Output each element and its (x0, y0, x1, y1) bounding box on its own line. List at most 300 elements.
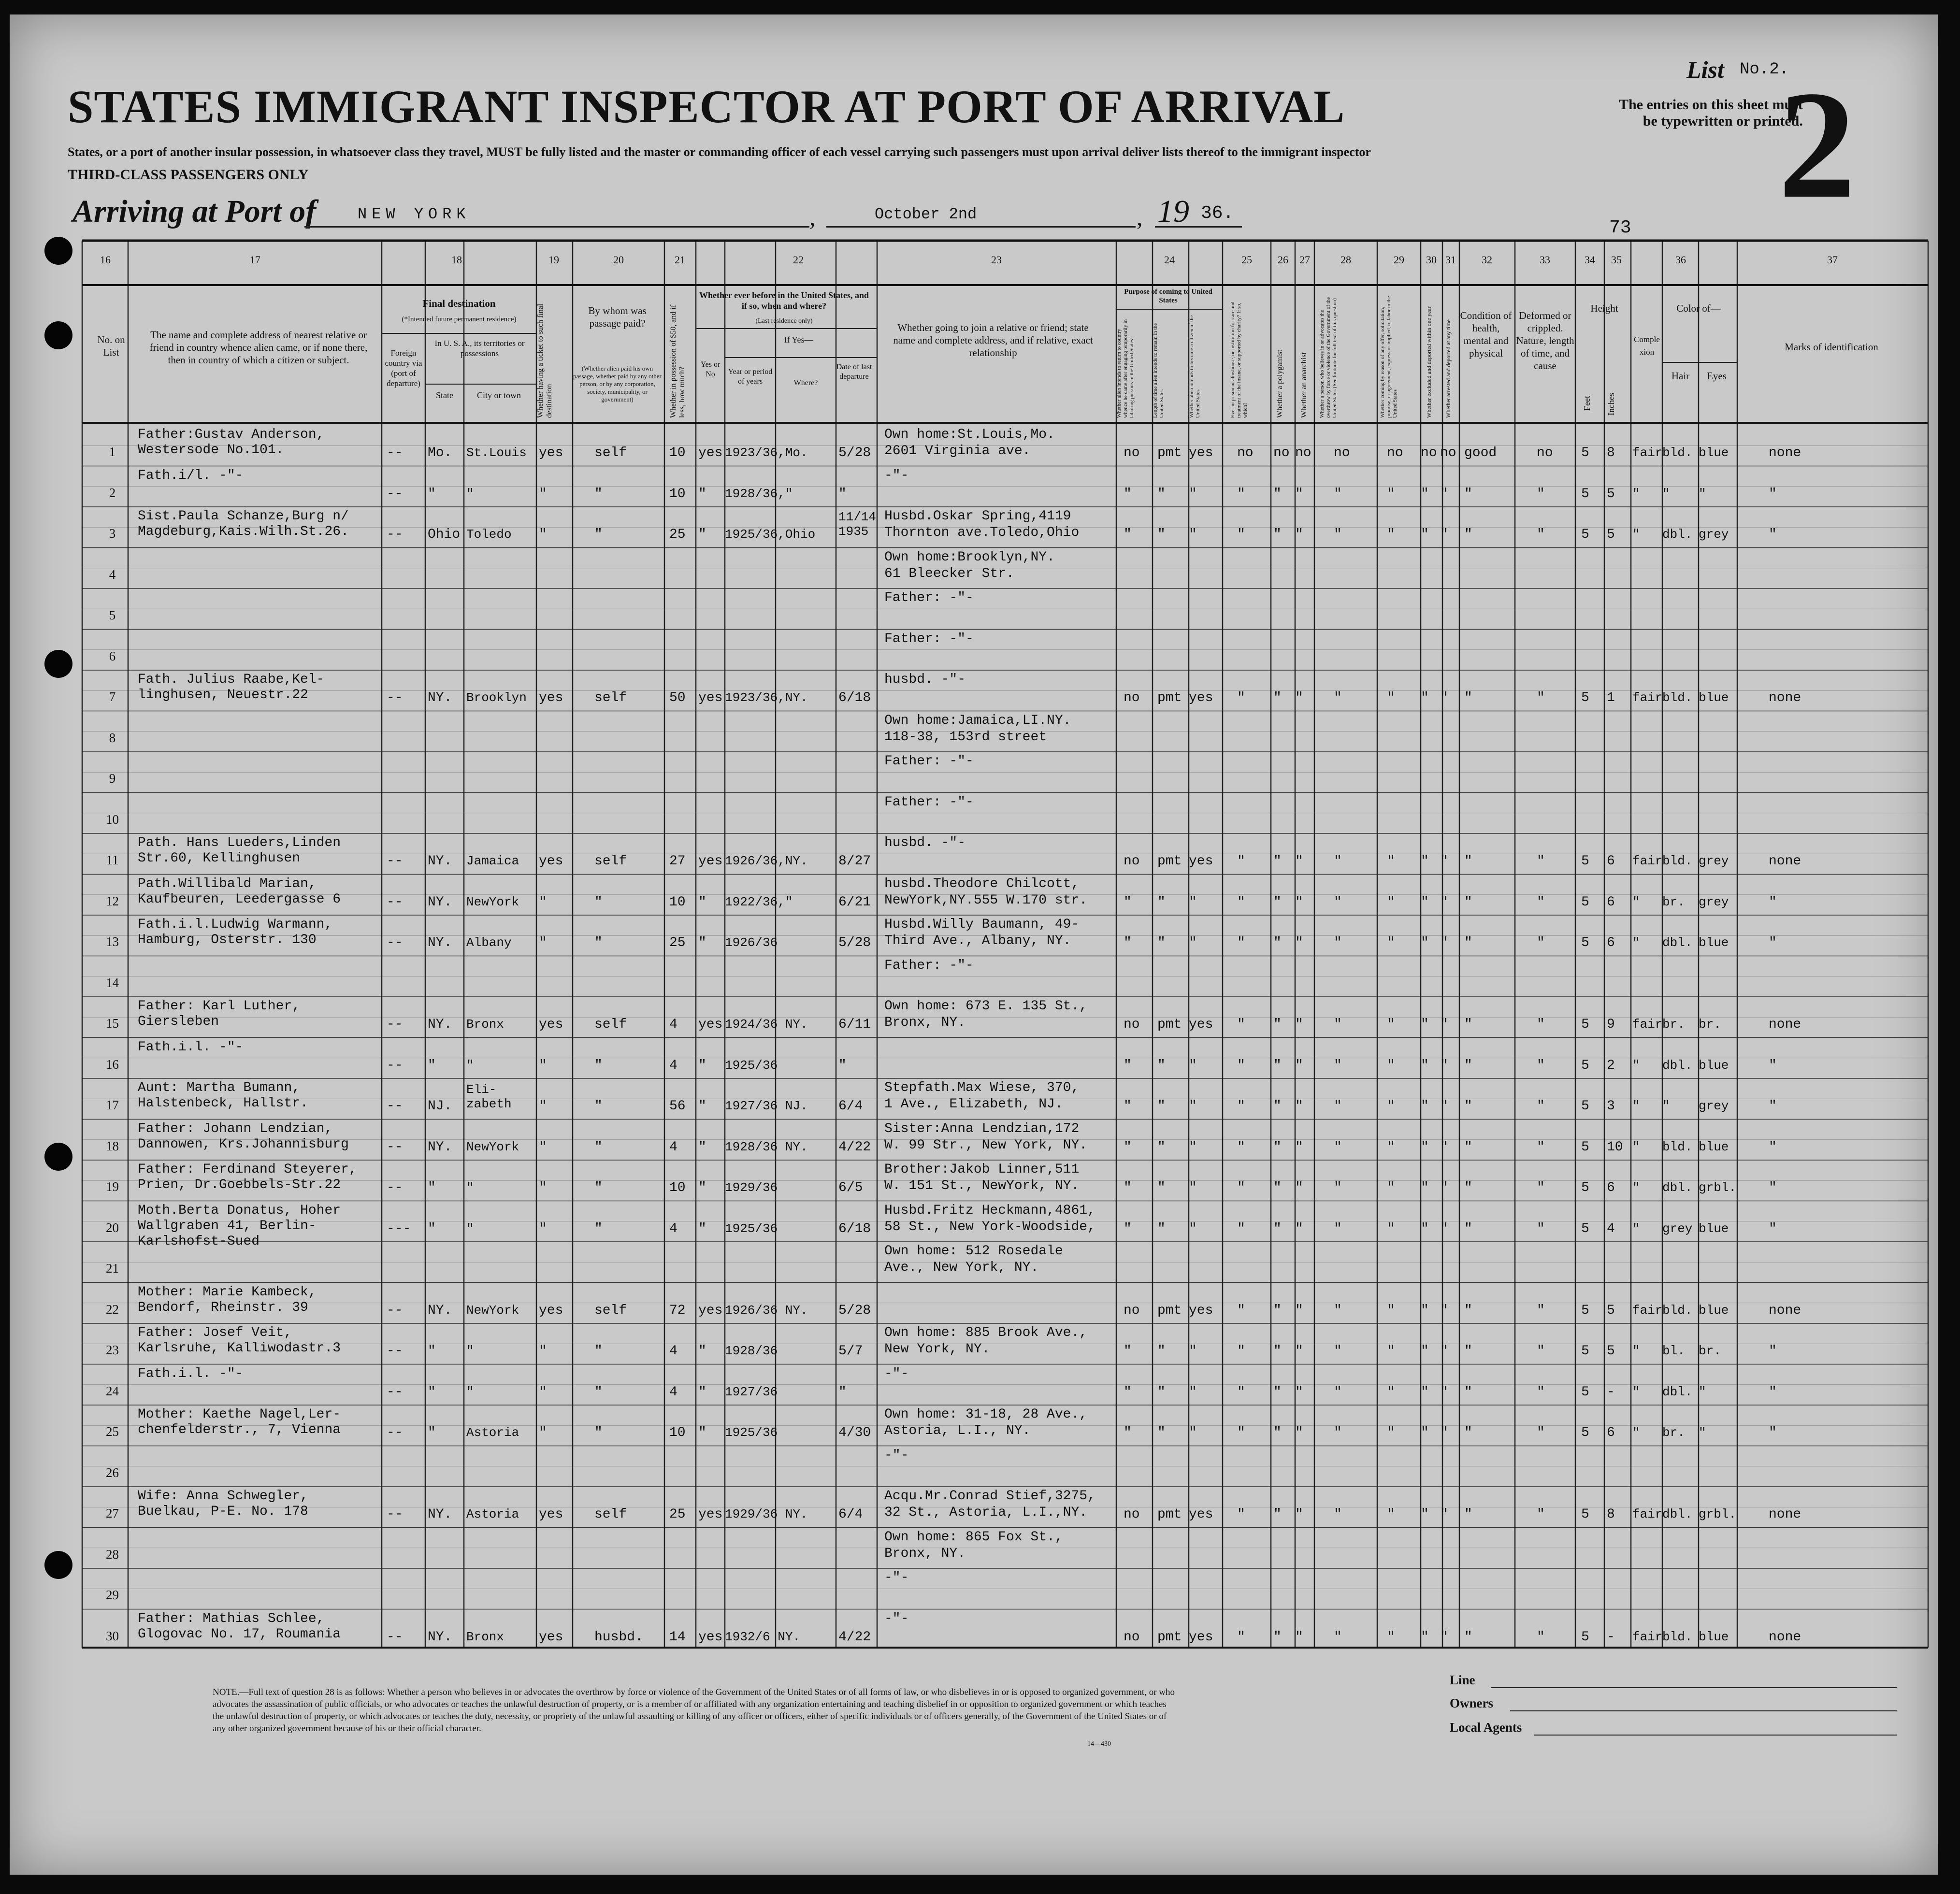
city-cell: Bronx (466, 1629, 504, 1644)
joining-relative-line: Bronx, NY. (884, 1015, 966, 1030)
q28-cell: " (1334, 1017, 1342, 1032)
column-number: 32 (1482, 254, 1492, 266)
passage-paid-cell: " (594, 1139, 603, 1155)
header-q30: Whether excluded and deported within one year (1426, 306, 1432, 418)
header-prison: Ever in prison or almshouse, or institution for care and treatment of the insane, or supported by charity? If so, which? (1230, 301, 1248, 418)
year-period-cell: 1929/36 (725, 1180, 778, 1195)
q31-cell: " (1440, 1303, 1448, 1318)
before-us-cell: " (698, 1384, 706, 1400)
joining-relative-line: W. 99 Str., New York, NY. (884, 1137, 1088, 1153)
purpose-length-cell: pmt (1157, 1303, 1182, 1318)
before-us-cell: yes (698, 854, 723, 869)
height-inches-cell: 9 (1607, 1017, 1615, 1032)
joining-relative-line: -"- (884, 1570, 909, 1585)
column-number: 35 (1611, 254, 1622, 266)
city-cell: Bronx (466, 1017, 504, 1032)
before-us-cell: " (698, 1180, 706, 1195)
complexion-cell: " (1632, 1099, 1640, 1113)
column-number: 34 (1585, 254, 1595, 266)
relative-abroad-line: Giersleben (138, 1014, 219, 1029)
complexion-cell: fair (1632, 1303, 1663, 1318)
row-number: 28 (106, 1547, 119, 1562)
height-inches-cell: 6 (1607, 1180, 1615, 1195)
q28-cell: " (1334, 1425, 1342, 1440)
q29-cell: " (1387, 1425, 1395, 1440)
q28-cell: " (1334, 527, 1342, 542)
before-us-cell: " (698, 894, 706, 910)
column-number: 16 (100, 254, 111, 266)
city-cell: Toledo (466, 527, 512, 542)
row-number: 13 (106, 934, 119, 949)
joining-relative-line: 1 Ave., Elizabeth, NJ. (884, 1097, 1063, 1112)
money-cell: 4 (669, 1058, 677, 1073)
joining-relative-line: Father: -"- (884, 631, 974, 646)
joining-relative-line: Acqu.Mr.Conrad Stief,3275, (884, 1489, 1095, 1504)
q28-cell: " (1334, 935, 1342, 950)
purpose-length-cell: pmt (1157, 690, 1182, 705)
polygamist-cell: " (1273, 894, 1282, 910)
passage-paid-cell: " (594, 527, 603, 542)
foreign-country-cell: -- (387, 445, 403, 460)
height-feet-cell: 5 (1581, 1058, 1589, 1073)
height-inches-cell: 10 (1607, 1139, 1623, 1155)
anarchist-cell: " (1295, 1099, 1303, 1114)
foreign-country-cell: -- (387, 690, 403, 705)
q28-cell: " (1334, 1303, 1342, 1318)
hair-cell: bld. (1662, 1139, 1693, 1154)
deformed-cell: " (1537, 1058, 1545, 1073)
column-number: 22 (793, 254, 804, 266)
year-period-cell: 1928/36 (725, 1344, 778, 1358)
city-cell: " (466, 1058, 474, 1073)
eyes-cell: blue (1699, 690, 1729, 705)
header-q31: Whether arrested and deported at any time (1445, 319, 1452, 418)
joining-relative-line: Father: -"- (884, 754, 974, 769)
passage-paid-cell: " (594, 1099, 603, 1114)
q31-cell: " (1440, 1507, 1448, 1522)
header-yes-or-no: Yes or No (700, 360, 721, 378)
prison-cell: " (1237, 690, 1245, 705)
anarchist-cell: " (1295, 1344, 1303, 1359)
complexion-cell: fair (1632, 854, 1663, 868)
deformed-cell: " (1537, 1344, 1545, 1359)
agents-signature-line (1534, 1735, 1897, 1736)
q29-cell: " (1387, 527, 1395, 542)
money-cell: 27 (669, 854, 686, 869)
state-cell: " (428, 1180, 436, 1195)
purpose-length-cell: " (1157, 527, 1166, 542)
relative-abroad-line: Father: Ferdinand Steyerer, (138, 1162, 357, 1177)
money-cell: 10 (669, 486, 686, 502)
height-feet-cell: 5 (1581, 935, 1589, 950)
anarchist-cell: " (1295, 1139, 1303, 1155)
q31-cell: " (1440, 1017, 1448, 1032)
year-period-cell: 1928/36 NY. (725, 1139, 808, 1154)
ticket-cell: " (539, 1344, 547, 1359)
comma-1: , (809, 203, 816, 230)
relative-abroad-line: Fath.i.l. -"- (138, 1039, 244, 1055)
deformed-cell: no (1537, 445, 1553, 460)
joining-relative-line: husbd. -"- (884, 835, 966, 850)
health-cell: " (1464, 1058, 1472, 1073)
q29-cell: " (1387, 1384, 1395, 1400)
eyes-cell: br. (1699, 1344, 1721, 1358)
column-number: 25 (1241, 254, 1252, 266)
money-cell: 4 (669, 1017, 677, 1032)
complexion-cell: fair (1632, 1629, 1663, 1644)
row-number: 14 (106, 975, 119, 990)
prison-cell: " (1237, 1384, 1245, 1400)
anarchist-cell: " (1295, 1221, 1303, 1236)
purpose-citizen-cell: " (1189, 1425, 1197, 1440)
state-cell: NY. (428, 690, 452, 705)
height-feet-cell: 5 (1581, 1629, 1589, 1645)
marks-cell: " (1769, 1425, 1777, 1440)
hair-cell: " (1662, 486, 1670, 501)
height-inches-cell: 5 (1607, 1344, 1615, 1359)
row-number: 29 (106, 1588, 119, 1602)
row-number: 11 (106, 853, 119, 867)
header-polygamist: Whether a polygamist (1276, 349, 1284, 418)
before-us-cell: " (698, 1425, 706, 1440)
foreign-country-cell: -- (387, 1303, 403, 1318)
row-number: 20 (106, 1220, 119, 1235)
column-number: 27 (1299, 254, 1310, 266)
agents-label: Local Agents (1450, 1720, 1522, 1735)
health-cell: " (1464, 690, 1472, 705)
sheet-number: 2 (1778, 59, 1856, 230)
before-us-cell: yes (698, 1629, 723, 1645)
header-health: Condition of health, mental and physical (1460, 310, 1512, 359)
relative-abroad-line: Kaufbeuren, Leedergasse 6 (138, 891, 341, 907)
eyes-cell: grey (1699, 854, 1729, 868)
marks-cell: none (1769, 445, 1801, 460)
header-city: City or town (476, 390, 521, 400)
eyes-cell: grey (1699, 1099, 1729, 1113)
purpose-citizen-cell: yes (1189, 445, 1213, 460)
height-feet-cell: 5 (1581, 854, 1589, 869)
city-cell: Eli- zabeth (466, 1082, 512, 1111)
complexion-cell: fair (1632, 1017, 1663, 1032)
q29-cell: " (1387, 1180, 1395, 1195)
foreign-country-cell: -- (387, 1344, 403, 1359)
eyes-cell: br. (1699, 1017, 1721, 1032)
relative-abroad-line: Path.Willibald Marian, (138, 876, 317, 891)
purpose-return-cell: " (1124, 935, 1132, 950)
complexion-cell: " (1632, 1344, 1640, 1358)
joining-relative-line: Father: -"- (884, 590, 974, 605)
column-number: 23 (991, 254, 1002, 266)
joining-relative-line: Own home:Brooklyn,NY. (884, 549, 1055, 565)
purpose-return-cell: " (1124, 1139, 1132, 1155)
deformed-cell: " (1537, 690, 1545, 705)
q30-cell: " (1421, 1058, 1429, 1073)
q29-cell: " (1387, 690, 1395, 705)
marks-cell: " (1769, 1139, 1777, 1155)
q30-cell: " (1421, 854, 1429, 869)
passage-paid-cell: " (594, 1058, 603, 1073)
list-number: No.2. (1740, 60, 1789, 79)
height-inches-cell: 8 (1607, 1507, 1615, 1522)
state-cell: NY. (428, 1139, 452, 1155)
year-period-cell: 1927/36 NJ. (725, 1099, 808, 1113)
health-cell: " (1464, 1017, 1472, 1032)
q31-cell: " (1440, 935, 1448, 950)
row-number: 17 (106, 1098, 119, 1112)
relative-abroad-line: Magdeburg,Kais.Wilh.St.26. (138, 524, 349, 539)
joining-relative-line: husbd. -"- (884, 672, 966, 687)
polygamist-cell: " (1273, 486, 1282, 502)
departure-date-cell: " (838, 1384, 847, 1400)
foreign-country-cell: -- (387, 1099, 403, 1114)
foreign-country-cell: -- (387, 1629, 403, 1645)
health-cell: " (1464, 854, 1472, 869)
state-cell: NY. (428, 1507, 452, 1522)
hair-cell: br. (1662, 894, 1685, 909)
column-number: 24 (1164, 254, 1175, 266)
purpose-length-cell: " (1157, 1344, 1166, 1359)
deformed-cell: " (1537, 1221, 1545, 1236)
column-number: 19 (548, 254, 559, 266)
health-cell: " (1464, 894, 1472, 910)
height-inches-cell: 6 (1607, 935, 1615, 950)
purpose-length-cell: " (1157, 935, 1166, 950)
row-number: 4 (109, 567, 116, 582)
departure-date-cell: 6/11 (838, 1017, 871, 1032)
q29-cell: " (1387, 1303, 1395, 1318)
height-feet-cell: 5 (1581, 1017, 1589, 1032)
row-number: 5 (109, 608, 116, 622)
q29-cell: " (1387, 486, 1395, 502)
prison-cell: " (1237, 1629, 1245, 1645)
q31-cell: " (1440, 690, 1448, 705)
joining-relative-line: Bronx, NY. (884, 1546, 966, 1561)
row-number: 12 (106, 893, 119, 908)
purpose-return-cell: no (1124, 1629, 1140, 1645)
passage-paid-cell: self (594, 1303, 627, 1318)
height-inches-cell: 1 (1607, 690, 1615, 705)
city-cell: NewYork (466, 1303, 519, 1318)
departure-date-cell: 4/22 (838, 1139, 871, 1155)
purpose-return-cell: " (1124, 894, 1132, 910)
before-us-cell: " (698, 1058, 706, 1073)
header-final-destination: Final destination (422, 298, 496, 309)
purpose-return-cell: " (1124, 1058, 1132, 1073)
eyes-cell: blue (1699, 1221, 1729, 1236)
row-number: 6 (109, 648, 116, 663)
eyes-cell: blue (1699, 935, 1729, 950)
foreign-country-cell: -- (387, 1507, 403, 1522)
height-feet-cell: 5 (1581, 1344, 1589, 1359)
relative-abroad-line: Westersode No.101. (138, 443, 284, 458)
hair-cell: bld. (1662, 1629, 1693, 1644)
deformed-cell: " (1537, 935, 1545, 950)
anarchist-cell: " (1295, 935, 1303, 950)
before-us-cell: " (698, 527, 706, 542)
ticket-cell: yes (539, 854, 563, 869)
passage-paid-cell: " (594, 1344, 603, 1359)
relative-abroad-line: Fath. Julius Raabe,Kel- (138, 672, 325, 687)
q29-cell: no (1387, 445, 1403, 460)
column-number: 33 (1540, 254, 1550, 266)
row-number: 23 (106, 1343, 119, 1357)
row-number: 19 (106, 1179, 119, 1194)
ticket-cell: yes (539, 1303, 563, 1318)
purpose-return-cell: no (1124, 1507, 1140, 1522)
eyes-cell: grey (1699, 527, 1729, 542)
height-inches-cell: 6 (1607, 894, 1615, 910)
eyes-cell: blue (1699, 445, 1729, 460)
health-cell: " (1464, 527, 1472, 542)
q31-cell: " (1440, 1629, 1448, 1645)
deformed-cell: " (1537, 1099, 1545, 1114)
relative-abroad-line: Fath.i/l. -"- (138, 468, 244, 483)
city-cell: Brooklyn (466, 690, 527, 705)
row-number: 8 (109, 730, 116, 745)
passage-paid-cell: " (594, 935, 603, 950)
marks-cell: none (1769, 1017, 1801, 1032)
complexion-cell: " (1632, 1139, 1640, 1154)
ticket-cell: " (539, 527, 547, 542)
anarchist-cell: " (1295, 894, 1303, 910)
header-state: State (436, 390, 453, 400)
foreign-country-cell: -- (387, 1139, 403, 1155)
city-cell: " (466, 1221, 474, 1236)
list-label: List (1686, 56, 1724, 83)
relative-abroad-line: chenfelderstr., 7, Vienna (138, 1422, 341, 1437)
year-period-cell: 1928/36," (725, 486, 793, 501)
deformed-cell: " (1537, 854, 1545, 869)
q28-cell: " (1334, 1139, 1342, 1155)
deformed-cell: " (1537, 1017, 1545, 1032)
complexion-cell: " (1632, 1058, 1640, 1073)
anarchist-cell: " (1295, 1017, 1303, 1032)
typewritten-note-line-2: be typewritten or printed. (1643, 113, 1803, 129)
purpose-length-cell: " (1157, 1221, 1166, 1236)
marks-cell: " (1769, 527, 1777, 542)
prison-cell: " (1237, 1507, 1245, 1522)
money-cell: 4 (669, 1139, 677, 1155)
joining-relative-line: 58 St., New York-Woodside, (884, 1219, 1095, 1234)
height-inches-cell: - (1607, 1384, 1615, 1400)
prison-cell: " (1237, 894, 1245, 910)
purpose-return-cell: no (1124, 1017, 1140, 1032)
q30-cell: " (1421, 1384, 1429, 1400)
purpose-citizen-cell: " (1189, 527, 1197, 542)
polygamist-cell: " (1273, 1507, 1282, 1522)
passage-paid-cell: " (594, 894, 603, 910)
passage-paid-cell: husbd. (594, 1629, 643, 1645)
q30-cell: " (1421, 894, 1429, 910)
city-cell: Jamaica (466, 854, 519, 868)
anarchist-cell: " (1295, 486, 1303, 502)
q28-cell: " (1334, 854, 1342, 869)
anarchist-cell: " (1295, 1384, 1303, 1400)
header-purpose-b: Length of time alien intends to remain in the United States (1153, 323, 1165, 418)
ticket-cell: yes (539, 1629, 563, 1645)
purpose-citizen-cell: " (1189, 1099, 1197, 1114)
before-us-cell: yes (698, 1507, 723, 1522)
hair-cell: bld. (1662, 854, 1693, 868)
column-number: 31 (1445, 254, 1456, 266)
purpose-return-cell: " (1124, 1425, 1132, 1440)
hair-cell: grey (1662, 1221, 1693, 1236)
joining-relative-line: -"- (884, 1366, 909, 1381)
purpose-citizen-cell: yes (1189, 1507, 1213, 1522)
header-inches: Inches (1606, 393, 1616, 416)
q30-cell: " (1421, 486, 1429, 502)
before-us-cell: yes (698, 1303, 723, 1318)
joining-relative-line: Astoria, L.I., NY. (884, 1423, 1031, 1438)
year-period-cell: 1927/36 (725, 1384, 778, 1399)
ticket-cell: " (539, 1139, 547, 1155)
height-feet-cell: 5 (1581, 527, 1589, 542)
departure-date-cell: 11/14 1935 (838, 510, 877, 539)
height-inches-cell: 6 (1607, 1425, 1615, 1440)
height-feet-cell: 5 (1581, 1180, 1589, 1195)
relative-abroad-line: Moth.Berta Donatus, Hoher (138, 1203, 341, 1218)
polygamist-cell: " (1273, 1139, 1282, 1155)
purpose-citizen-cell: " (1189, 1180, 1197, 1195)
foreign-country-cell: -- (387, 486, 403, 502)
joining-relative-line: Own home: 673 E. 135 St., (884, 999, 1088, 1014)
relative-abroad-line: Mother: Marie Kambeck, (138, 1284, 317, 1300)
q30-cell: " (1421, 1425, 1429, 1440)
header-passage-note: (Whether alien paid his own passage, whether paid by any other person, or by any corporation, society, municipality, or government) (573, 365, 662, 403)
joining-relative-line: Third Ave., Albany, NY. (884, 933, 1071, 948)
purpose-citizen-cell: " (1189, 1058, 1197, 1073)
purpose-citizen-cell: yes (1189, 690, 1213, 705)
height-feet-cell: 5 (1581, 1099, 1589, 1114)
year-period-cell: 1923/36,Mo. (725, 445, 808, 460)
joining-relative-line: Own home:St.Louis,Mo. (884, 427, 1055, 442)
purpose-length-cell: " (1157, 1384, 1166, 1400)
relative-abroad-line: Mother: Kaethe Nagel,Ler- (138, 1407, 341, 1422)
hair-cell: bld. (1662, 1303, 1693, 1318)
header-deformed: Deformed or crippled. Nature, length of time, and cause (1516, 310, 1574, 372)
before-us-cell: " (698, 1139, 706, 1155)
header-foreign-country: Foreign country via (port of departure) (385, 348, 422, 388)
complexion-cell: " (1632, 486, 1640, 501)
owners-signature-line (1510, 1710, 1897, 1711)
complexion-cell: " (1632, 1384, 1640, 1399)
deformed-cell: " (1537, 1384, 1545, 1400)
money-cell: 10 (669, 894, 686, 910)
row-number: 9 (109, 771, 116, 786)
deformed-cell: " (1537, 527, 1545, 542)
purpose-citizen-cell: " (1189, 1384, 1197, 1400)
page-title: STATES IMMIGRANT INSPECTOR AT PORT OF ARRIVAL (68, 81, 1345, 132)
year-period-cell: 1926/36 NY. (725, 1303, 808, 1318)
header-before-us: Whether ever before in the United States, and if so, when and where? (699, 290, 869, 311)
q31-cell: " (1440, 1099, 1448, 1114)
relative-abroad-line: Wallgraben 41, Berlin- (138, 1218, 317, 1234)
city-cell: Astoria (466, 1425, 519, 1440)
q28-cell: " (1334, 1058, 1342, 1073)
row-number: 3 (109, 526, 116, 541)
ticket-cell: yes (539, 1017, 563, 1032)
relative-abroad-line: Glogovac No. 17, Roumania (138, 1626, 341, 1642)
before-us-cell: " (698, 1221, 706, 1236)
polygamist-cell: " (1273, 1344, 1282, 1359)
departure-date-cell: 6/4 (838, 1507, 863, 1522)
foreign-country-cell: -- (387, 854, 403, 869)
q31-cell: " (1440, 486, 1448, 502)
polygamist-cell: " (1273, 690, 1282, 705)
deformed-cell: " (1537, 1425, 1545, 1440)
prison-cell: " (1237, 1180, 1245, 1195)
prison-cell: no (1237, 445, 1254, 460)
